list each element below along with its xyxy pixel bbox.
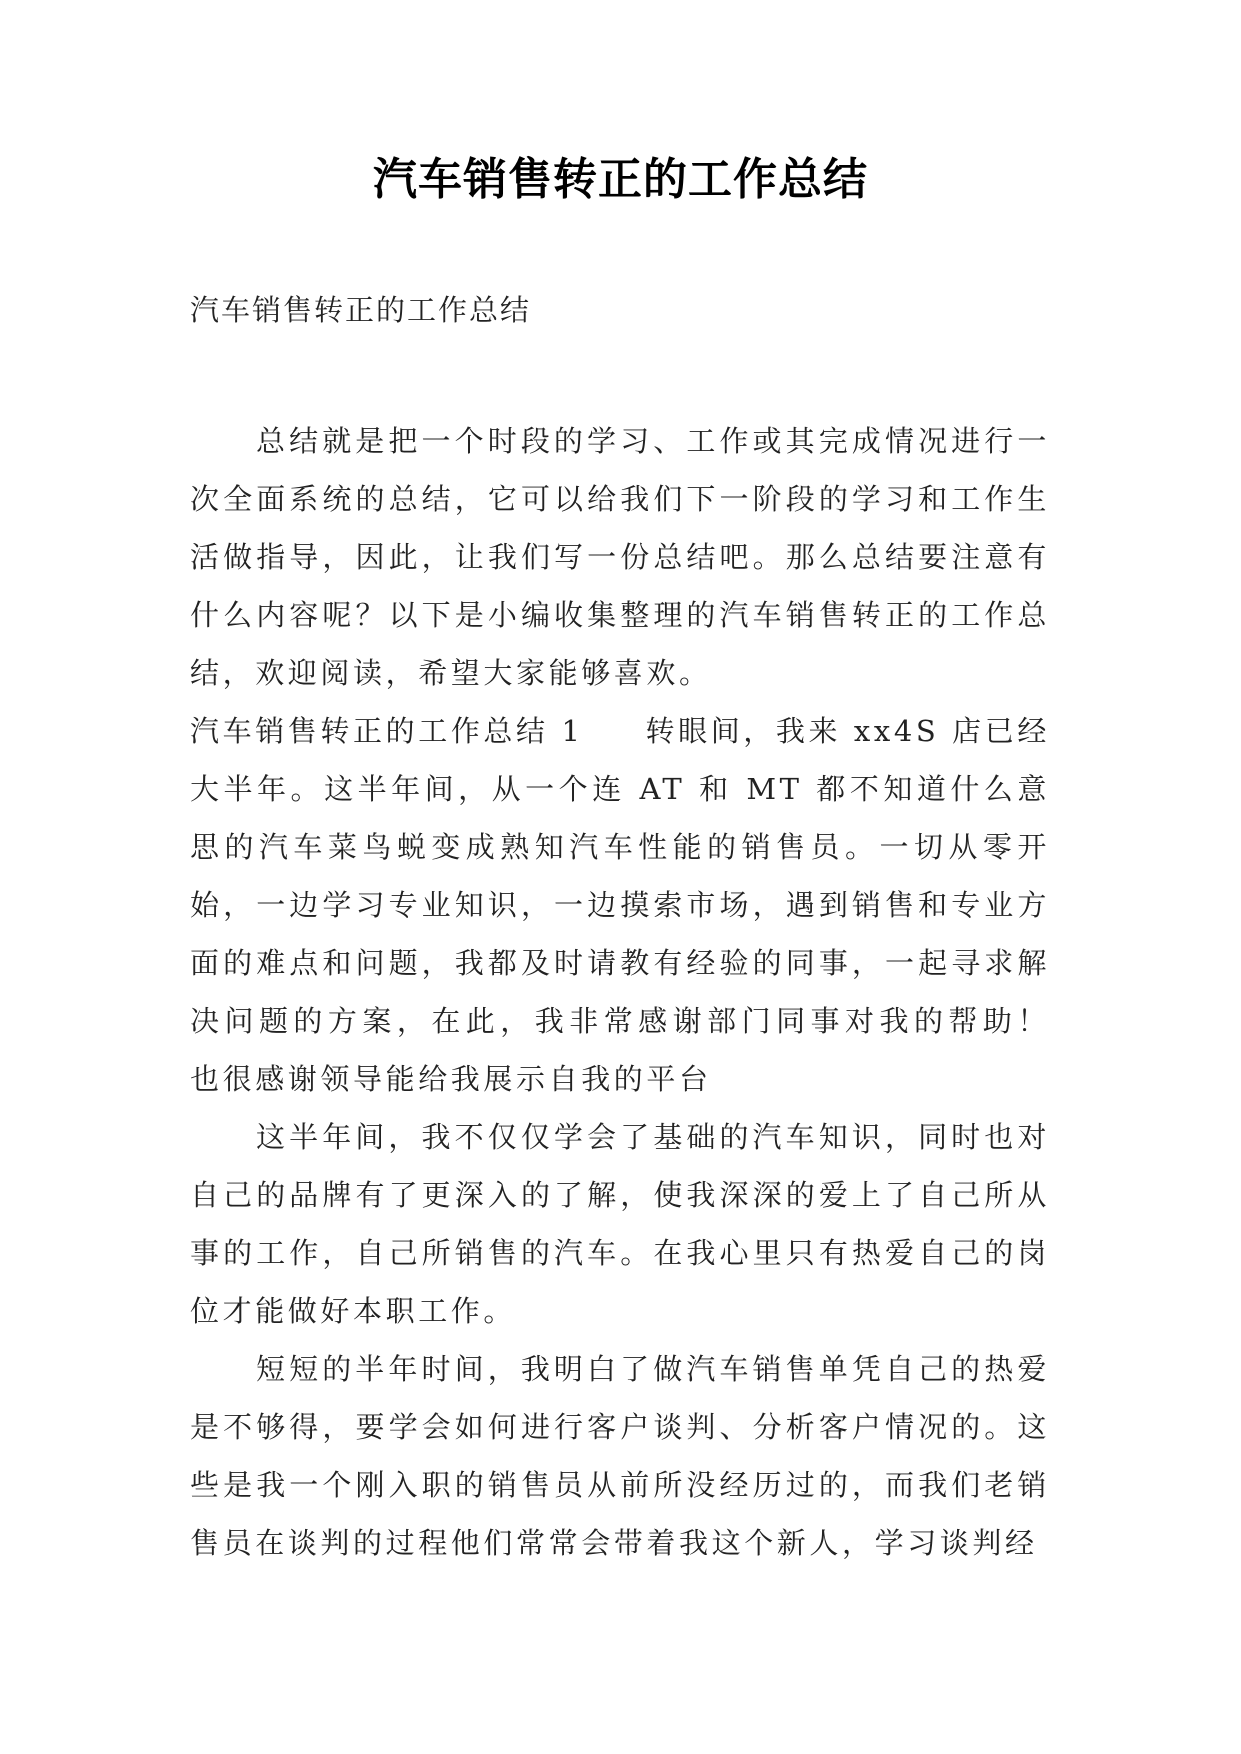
body-paragraph: 这半年间，我不仅仅学会了基础的汽车知识，同时也对自己的品牌有了更深入的了解，使我深深的爱上了自己所从事的工作，自己所销售的汽车。在我心里只有热爱自己的岗位才能做好本职工作。 [190,1120,1050,1328]
body-paragraph: 短短的半年时间，我明白了做汽车销售单凭自己的热爱是不够得，要学会如何进行客户谈判、分析客户情况的。这些是我一个刚入职的销售员从前所没经历过的，而我们老销售员在谈判的过程他们常常会带着我这个新人，学习谈判经 [190,1352,1050,1560]
section-1-paragraph [190,702,1050,1108]
intro-paragraph: 总结就是把一个时段的学习、工作或其完成情况进行一次全面系统的总结，它可以给我们下一阶段的学习和工作生活做指导，因此，让我们写一份总结吧。那么总结要注意有什么内容呢？以下是小编收集整理的汽车销售转正的工作总结，欢迎阅读，希望大家能够喜欢。 [190,424,1050,690]
section-1-heading: 汽车销售转正的工作总结 1 [190,714,584,748]
section-1-text: 转眼间，我来 xx4S 店已经大半年。这半年间，从一个连 AT 和 MT 都不知道什么意思的汽车菜鸟蜕变成熟知汽车性能的销售员。一切从零开始，一边学习专业知识，一边摸索市场，遇到销售和专业方面的难点和问题，我都及时请教有经验的同事，一起寻求解决问题的方案，在此，我非常感谢部门同事对我的帮助！ 也很感谢领导能给我展示自我的平台 [190,714,1050,1096]
document-title: 汽车销售转正的工作总结 [373,154,868,205]
document-subtitle: 汽车销售转正的工作总结 [190,293,532,327]
document-body [190,412,1050,1572]
